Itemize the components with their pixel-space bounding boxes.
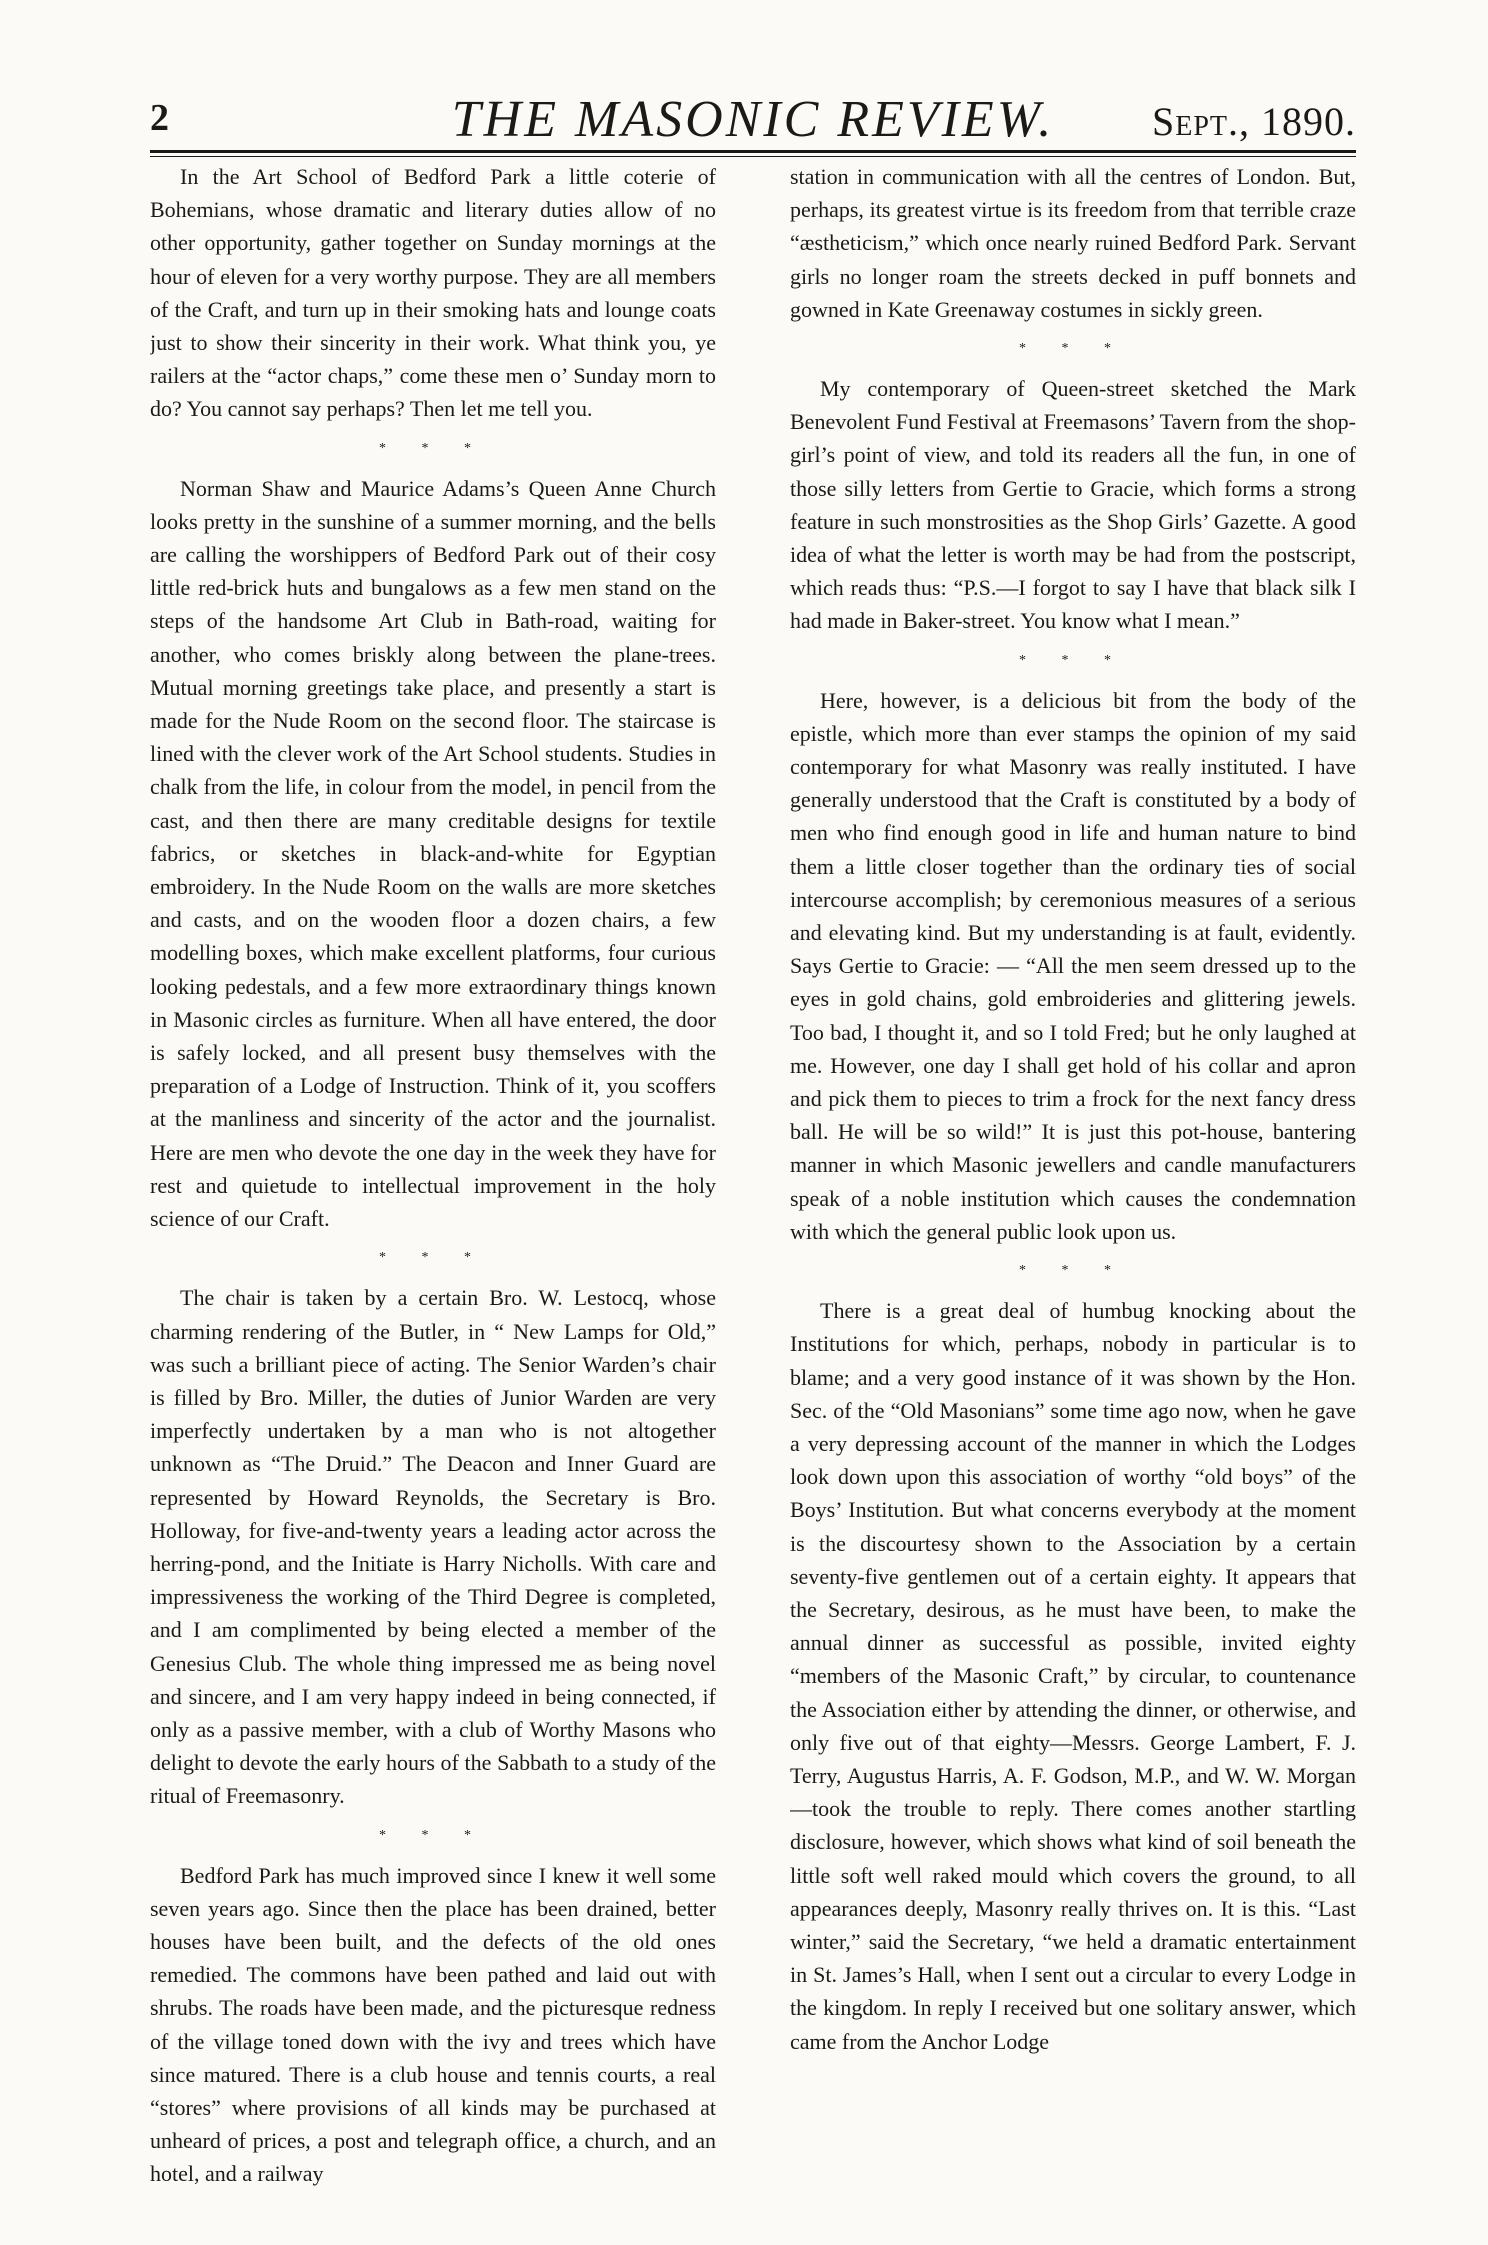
article-paragraph: My contemporary of Queen-street sketched the Mark Benevolent Fund Festival at Freemasons’ Tavern from the shop-girl’s point of view, and told its readers all the fun, in one of those silly letters from Gertie to Gracie, which forms a strong feature in such monstrosities as the Shop Girls’ Gazette. A good idea of what the letter is worth may be had from the postscript, which reads thus: “P.S.—I forgot to say I have that black silk I had made in Baker-street. You know what I mean.” <box>790 376 1356 634</box>
article-paragraph: Norman Shaw and Maurice Adams’s Queen Anne Church looks pretty in the sunshine of a summer morning, and the bells are calling the worshippers of Bedford Park out of their cosy little red-brick huts and bungalows as a few men stand on the steps of the handsome Art Club in Bath-road, waiting for another, who comes briskly along between the plane-trees. Mutual morning greetings take place, and presently a start is made for the Nude Room on the second floor. The staircase is lined with the clever work of the Art School students. Studies in chalk from the life, in colour from the model, in pencil from the cast, and then there are many creditable designs for textile fabrics, or sketches in black-and-white for Egyptian embroidery. In the Nude Room on the walls are more sketches and casts, and on the wooden floor a dozen chairs, a few modelling boxes, which make excellent platforms, four curious looking pedestals, and a few more extraordinary things known in Masonic circles as furniture. When all have entered, the door is safely locked, and all present busy themselves with the preparation of a Lodge of Instruction. Think of it, you scoffers at the manliness and sincerity of the actor and the journalist. Here are men who devote the one day in the week they have for rest and quietude to intellectual improvement in the holy science of our Craft. <box>150 475 716 1232</box>
left-column <box>150 160 716 2220</box>
section-separator: * * * <box>379 1250 487 1266</box>
article-paragraph: The chair is taken by a certain Bro. W. Lestocq, whose charming rendering of the Butler, in “ New Lamps for Old,” was such a brilliant piece of acting. The Senior Warden’s chair is filled by Bro. Miller, the duties of Junior Warden are very imperfectly undertaken by a man who is not altogether unknown as “The Druid.” The Deacon and Inner Guard are represented by Howard Reynolds, the Secretary is Bro. Holloway, for five-and-twenty years a leading actor across the herring-pond, and the Initiate is Harry Nicholls. With care and impressiveness the working of the Third Degree is completed, and I am complimented by being elected a member of the Genesius Club. The whole thing impressed me as being novel and sincere, and I am very happy indeed in being connected, if only as a passive member, with a club of Worthy Masons who delight to devote the early hours of the Sabbath to a study of the ritual of Freemasonry. <box>150 1285 716 1809</box>
issue-date: Sept., 1890. <box>1151 99 1356 144</box>
header-rule-thick <box>150 150 1356 153</box>
article-paragraph: In the Art School of Bedford Park a little coterie of Bohemians, whose dramatic and literary duties allow of no other opportunity, gather together on Sunday mornings at the hour of eleven for a very worthy purpose. They are all members of the Craft, and turn up in their smoking hats and lounge coats just to show their sincerity in their work. What think you, ye railers at the “actor chaps,” come these men o’ Sunday morn to do? You cannot say perhaps? Then let me tell you. <box>150 164 716 422</box>
section-separator: * * * <box>1019 652 1127 668</box>
right-column <box>790 160 1356 2220</box>
section-separator: * * * <box>1019 341 1127 357</box>
masthead-title: THE MASONIC REVIEW. <box>451 91 1055 148</box>
page-number: 2 <box>150 97 169 139</box>
section-separator: * * * <box>379 440 487 456</box>
article-paragraph: Here, however, is a delicious bit from the body of the epistle, which more than ever stamps the opinion of my said contemporary for what Masonry was really instituted. I have generally understood that the Craft is constituted by a body of men who find enough good in life and human nature to bind them a little closer together than the ordinary ties of social intercourse accomplish; by ceremonious measures of a serious and elevating kind. But my understanding is at fault, evidently. Says Gertie to Gracie: — “All the men seem dressed up to the eyes in gold chains, gold embroideries and glittering jewels. Too bad, I thought it, and so I told Fred; but he only laughed at me. However, one day I shall get hold of his collar and apron and pick them to pieces to trim a frock for the next fancy dress ball. He will be so wild!” It is just this pot-house, bantering manner in which Masonic jewellers and candle manufacturers speak of a noble institution which causes the condemnation with which the general public look upon us. <box>790 687 1356 1244</box>
article-paragraph: station in communication with all the centres of London. But, perhaps, its greatest virtue is its freedom from that terrible craze “æstheticism,” which once nearly ruined Bedford Park. Servant girls no longer roam the streets decked in puff bonnets and gowned in Kate Greenaway costumes in sickly green. <box>790 164 1356 322</box>
header-rule-thin <box>150 156 1356 157</box>
article-paragraph: Bedford Park has much improved since I knew it well some seven years ago. Since then the place has been drained, better houses have been built, and the defects of the old ones remedied. The commons have been pathed and laid out with shrubs. The roads have been made, and the picturesque redness of the village toned down with the ivy and trees which have since matured. There is a club house and tennis courts, a real “stores” where provisions of all kinds may be purchased at unheard of prices, a post and telegraph office, a church, and an hotel, and a railway <box>150 1862 716 2187</box>
section-separator: * * * <box>379 1827 487 1843</box>
article-paragraph: There is a great deal of humbug knocking about the Institutions for which, perhaps, nobody in particular is to blame; and a very good instance of it was shown by the Hon. Sec. of the “Old Masonians” some time ago now, when he gave a very depressing account of the manner in which the Lodges look down upon this association of worthy “old boys” of the Boys’ Institution. But what concerns everybody at the moment is the discourtesy shown to the Association by a certain seventy-five gentlemen out of a certain eighty. It appears that the Secretary, desirous, as he must have been, to make the annual dinner as successful as possible, invited eighty “members of the Masonic Craft,” by circular, to countenance the Association either by attending the dinner, or otherwise, and only five out of that eighty—Messrs. George Lambert, F. J. Terry, Augustus Harris, A. F. Godson, M.P., and W. W. Morgan—took the trouble to reply. There comes another startling disclosure, however, which shows what kind of soil beneath the little soft well raked mould which covers the ground, to all appearances deeply, Masonry really thrives on. It is this. “Last winter,” said the Secretary, “we held a dramatic entertainment in St. James’s Hall, when I sent out a circular to every Lodge in the kingdom. In reply I received but one solitary answer, which came from the Anchor Lodge <box>790 1298 1356 2054</box>
section-separator: * * * <box>1019 1263 1127 1279</box>
page-header <box>150 91 1356 156</box>
